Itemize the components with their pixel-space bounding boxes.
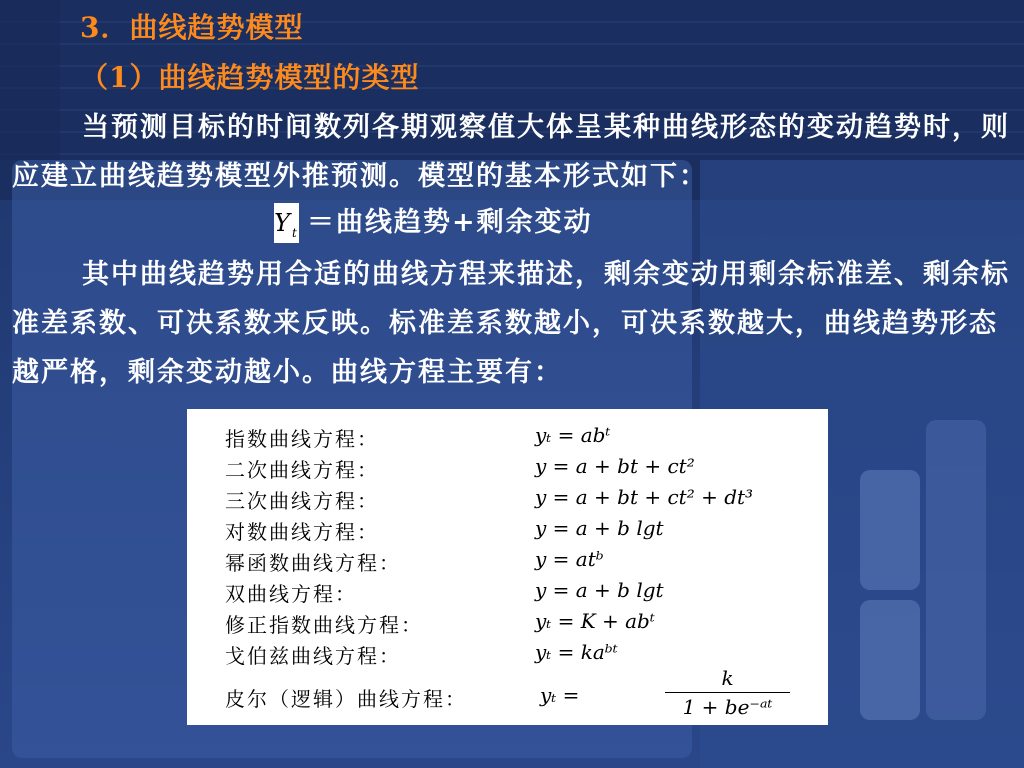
logistic-equation-name: 皮尔（逻辑）曲线方程：	[225, 687, 467, 711]
equation-row	[187, 578, 828, 609]
fraction-numerator: k	[721, 666, 734, 690]
intro-paragraph: 当预测目标的时间数列各期观察值大体呈某种曲线形态的变动趋势时，则应建立曲线趋势模型外推预测。模型的基本形式如下：	[12, 112, 1010, 192]
equation-row	[187, 547, 828, 578]
section-heading: 3．曲线趋势模型	[80, 11, 304, 44]
equation-table	[187, 409, 828, 725]
equation-formula: y = a + bt + ct²	[535, 454, 695, 478]
logistic-fraction	[665, 665, 790, 720]
equation-row	[187, 516, 828, 547]
description-paragraph: 其中曲线趋势用合适的曲线方程来描述，剩余变动用剩余标准差、剩余标准差系数、可决系数来反映。标准差系数越小，可决系数越大，曲线趋势形态越严格，剩余变动越小。曲线方程主要有：	[12, 259, 1010, 388]
equation-formula: yₜ = K + abᵗ	[535, 609, 655, 633]
equation-name: 戈伯兹曲线方程：	[225, 644, 401, 668]
equation-formula: y = atᵇ	[535, 547, 604, 571]
equation-row	[187, 609, 828, 640]
formula-rhs: ＝曲线趋势+剩余变动	[307, 207, 593, 238]
equation-name: 二次曲线方程：	[225, 458, 379, 482]
equation-formula: y = a + bt + ct² + dt³	[535, 485, 754, 509]
equation-row	[187, 485, 828, 516]
fraction-bar	[665, 692, 790, 693]
subsection-heading: （1）曲线趋势模型的类型	[80, 61, 420, 94]
equation-name: 修正指数曲线方程：	[225, 613, 423, 637]
logistic-equation-lhs: yₜ =	[540, 683, 580, 707]
equation-formula: yₜ = kaᵇᵗ	[535, 640, 618, 664]
equation-name: 双曲线方程：	[225, 582, 357, 606]
equation-name: 对数曲线方程：	[225, 520, 379, 544]
equation-formula: yₜ = abᵗ	[535, 423, 611, 447]
equation-formula: y = a + b lgt	[535, 516, 664, 540]
equation-row	[187, 423, 828, 454]
equation-formula: y = a + b lgt	[535, 578, 664, 602]
yt-symbol: $Y_t$	[274, 203, 299, 243]
logistic-equation-row	[225, 666, 825, 719]
equation-row	[187, 454, 828, 485]
equation-name: 指数曲线方程：	[225, 427, 379, 451]
equation-name: 幂函数曲线方程：	[225, 551, 401, 575]
equation-name: 三次曲线方程：	[225, 489, 379, 513]
fraction-denominator: 1 + be⁻ᵃᵗ	[682, 695, 773, 719]
model-formula	[274, 199, 593, 247]
